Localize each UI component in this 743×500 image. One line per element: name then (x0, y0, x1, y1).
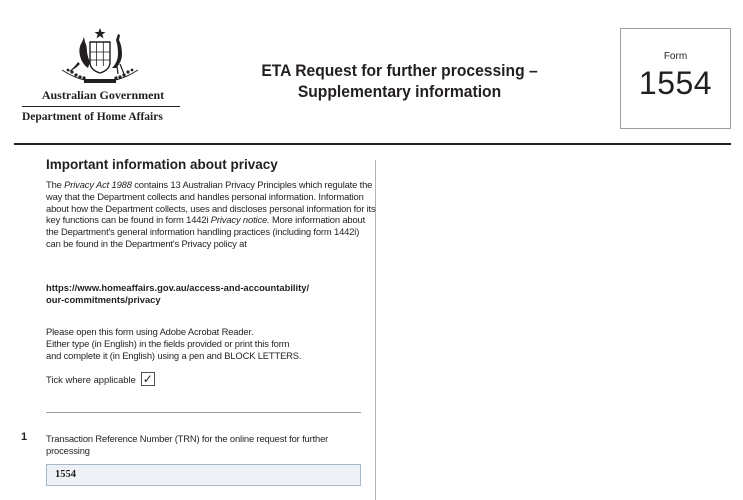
department-name: Department of Home Affairs (22, 111, 163, 123)
privacy-notice-name: Privacy notice. (210, 214, 270, 226)
tick-checkbox-example: ✓ (142, 372, 153, 386)
question-number: 1 (21, 431, 28, 443)
privacy-text-a: The (46, 179, 65, 190)
privacy-heading: Important information about privacy (46, 157, 278, 172)
instruction-line-3: and complete it (in English) using a pen and BLOCK LETTERS. (46, 349, 302, 361)
logo-divider (22, 106, 180, 107)
form-number: 1554 (638, 65, 713, 101)
tick-legend (46, 372, 155, 386)
privacy-link-line-1[interactable]: https://www.homeaffairs.gov.au/access-and-accountability/ (46, 282, 310, 293)
form-title (245, 60, 553, 102)
instruction-line-2: Either type (in English) in the fields provided or print this form (46, 337, 290, 349)
privacy-act-name: Privacy Act 1988 (64, 179, 132, 190)
commonwealth-coat-of-arms-icon (54, 26, 146, 86)
privacy-text-c: More information about the Department's general information handling practices (including form 1442i) can be found in the Department's Privacy policy at (46, 214, 366, 249)
privacy-link-line-2[interactable]: our-commitments/privacy (46, 294, 161, 305)
tick-label: Tick where applicable (46, 373, 136, 385)
privacy-text-b: contains 13 Australian Privacy Principles which regulate the way that the Department collects and handles personal information. Information about how the Department collects, uses and discloses personal information for its key functions can be found in form 1442i (46, 179, 376, 226)
form-instructions (46, 326, 366, 361)
instruction-line-1: Please open this form using Adobe Acrobat Reader. (46, 326, 254, 337)
question-text: Transaction Reference Number (TRN) for the online request for further processing (46, 433, 329, 456)
privacy-policy-link[interactable] (46, 282, 366, 306)
trn-input[interactable]: 1554 (46, 464, 361, 486)
header-divider (14, 143, 731, 145)
section-divider (46, 412, 361, 413)
form-title-line-1: ETA Request for further processing – (261, 61, 538, 80)
form-label: Form (663, 51, 688, 62)
form-number-box (620, 28, 731, 129)
government-name: Australian Government (41, 88, 165, 102)
privacy-paragraph (46, 179, 376, 250)
form-title-line-2: Supplementary information (297, 82, 502, 101)
